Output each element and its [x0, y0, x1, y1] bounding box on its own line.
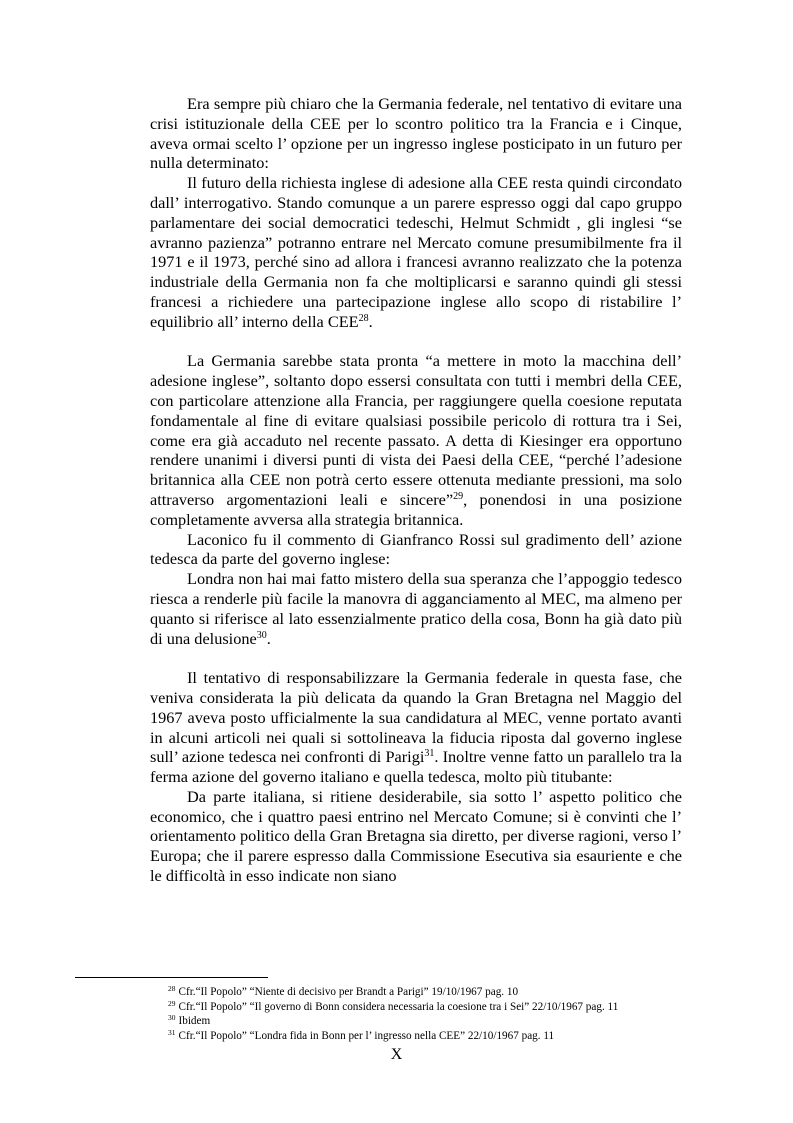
footnote-number: 30: [168, 1013, 176, 1023]
footnote: [168, 985, 728, 1000]
paragraph-text: Londra non hai mai fatto mistero della sua speranza che l’appoggio tedesco riesca a renderle più facile la manovra di agganciamento al MEC, ma almeno per quanto si riferisce al lato essenzialmente pratico della cosa, Bonn ha già dato più di una delusione: [150, 569, 682, 648]
footnote-ref: 28: [358, 312, 369, 324]
paragraph-text: Da parte italiana, si ritiene desiderabile, sia sotto l’ aspetto politico che economico, che i quattro paesi entrino nel Mercato Comune; si è convinti che l’ orientamento politico della Gran Bretagna sia diretto, per diverse ragioni, verso l’ Europa; che il parere espresso dalla Commissione Esecutiva sia esauriente e che le difficoltà in esso indicate non siano: [150, 786, 682, 886]
footnote-text: Cfr.“Il Popolo” “Il governo di Bonn considera necessaria la coesione tra i Sei” 22/10/1967 pag. 11: [178, 1000, 619, 1013]
footnotes: [168, 985, 728, 1043]
paragraph: [150, 94, 682, 173]
paragraph-text: Era sempre più chiaro che la Germania federale, nel tentativo di evitare una crisi istituzionale della CEE per lo scontro politico tra la Francia e i Cinque, aveva ormai scelto l’ opzione per un ingresso inglese posticipato in un futuro per nulla determinato:: [150, 94, 682, 173]
paragraph-text: La Germania sarebbe stata pronta “a mettere in moto la macchina dell’ adesione inglese”, soltanto dopo essersi consultata con tutti i membri della CEE, con particolare attenzione alla Francia, per raggiungere quella coesione reputata fondamentale al fine di evitare qualsiasi possibile pericolo di rottura tra i Sei, come era già accaduto nel recente passato. A detta di Kiesinger era opportuno rendere unanimi i diversi punti di vista dei Paesi della CEE, “perché l’adesione britannica alla CEE non potrà certo essere ottenuta mediante pressioni, ma solo attraverso argomentazioni leali e sincere”: [150, 351, 682, 509]
paragraph-text-end: .: [266, 628, 271, 648]
footnote-text: Cfr.“Il Popolo” “Niente di decisivo per Brandt a Parigi” 19/10/1967 pag. 10: [178, 986, 519, 998]
quote-paragraph: [150, 173, 682, 331]
footnote-number: 28: [168, 984, 176, 993]
paragraph: [150, 530, 682, 570]
footnote-text: Ibidem: [178, 1015, 211, 1028]
paragraph: [150, 351, 682, 529]
paragraph: [150, 668, 682, 787]
paragraph-text: Il tentativo di responsabilizzare la Germania federale in questa fase, che veniva considerata la più delicata da quando la Gran Bretagna nel Maggio del 1967 aveva posto ufficialmente la sua candidatura al MEC, venne portato avanti in alcuni articoli nei quali si sottolineava la fiducia riposta dal governo inglese sull’ azione tedesca nei confronti di Parigi: [150, 668, 682, 767]
footnote-number: 29: [168, 998, 176, 1008]
quote-paragraph: [150, 569, 682, 648]
page-number: X: [390, 1046, 403, 1063]
footnote-ref: 29: [453, 490, 464, 502]
quote-paragraph: [150, 787, 682, 886]
paragraph-text-end: .: [368, 311, 373, 331]
paragraph-text: Il futuro della richiesta inglese di adesione alla CEE resta quindi circondato dall’ interrogativo. Stando comunque a un parere espresso oggi dal capo gruppo parlamentare dei social democratici tedeschi, Helmut Schmidt , gli inglesi “se avranno pazienza” potranno entrare nel Mercato comune presumibilmente fra il 1971 e il 1973, perché sino ad allora i francesi avranno realizzato che la potenza industriale della Germania non fa che moltiplicarsi e saranno quindi gli stessi francesi a richiedere una partecipazione inglese allo scopo di ristabilire l’ equilibrio all’ interno della CEE: [150, 173, 682, 331]
footnote: [168, 1014, 728, 1029]
footnote-ref: 30: [256, 629, 267, 641]
footnote: [168, 1029, 728, 1044]
footnote-separator: [75, 977, 268, 978]
paragraph-text-end: , ponendosi in una posizione completamente avversa alla strategia britannica.: [150, 489, 682, 529]
footnote-ref: 31: [424, 748, 435, 760]
footnote: [168, 1000, 728, 1015]
footnote-text: Cfr.“Il Popolo” “Londra fida in Bonn per l’ ingresso nella CEE” 22/10/1967 pag. 11: [178, 1029, 555, 1042]
paragraph-text-end: . Inoltre venne fatto un parallelo tra la ferma azione del governo italiano e quella tedesca, molto più titubante:: [150, 747, 682, 787]
footnote-number: 31: [168, 1027, 176, 1037]
paragraph-text: Laconico fu il commento di Gianfranco Rossi sul gradimento dell’ azione tedesca da parte del governo inglese:: [150, 529, 682, 569]
body-text: [150, 94, 682, 886]
